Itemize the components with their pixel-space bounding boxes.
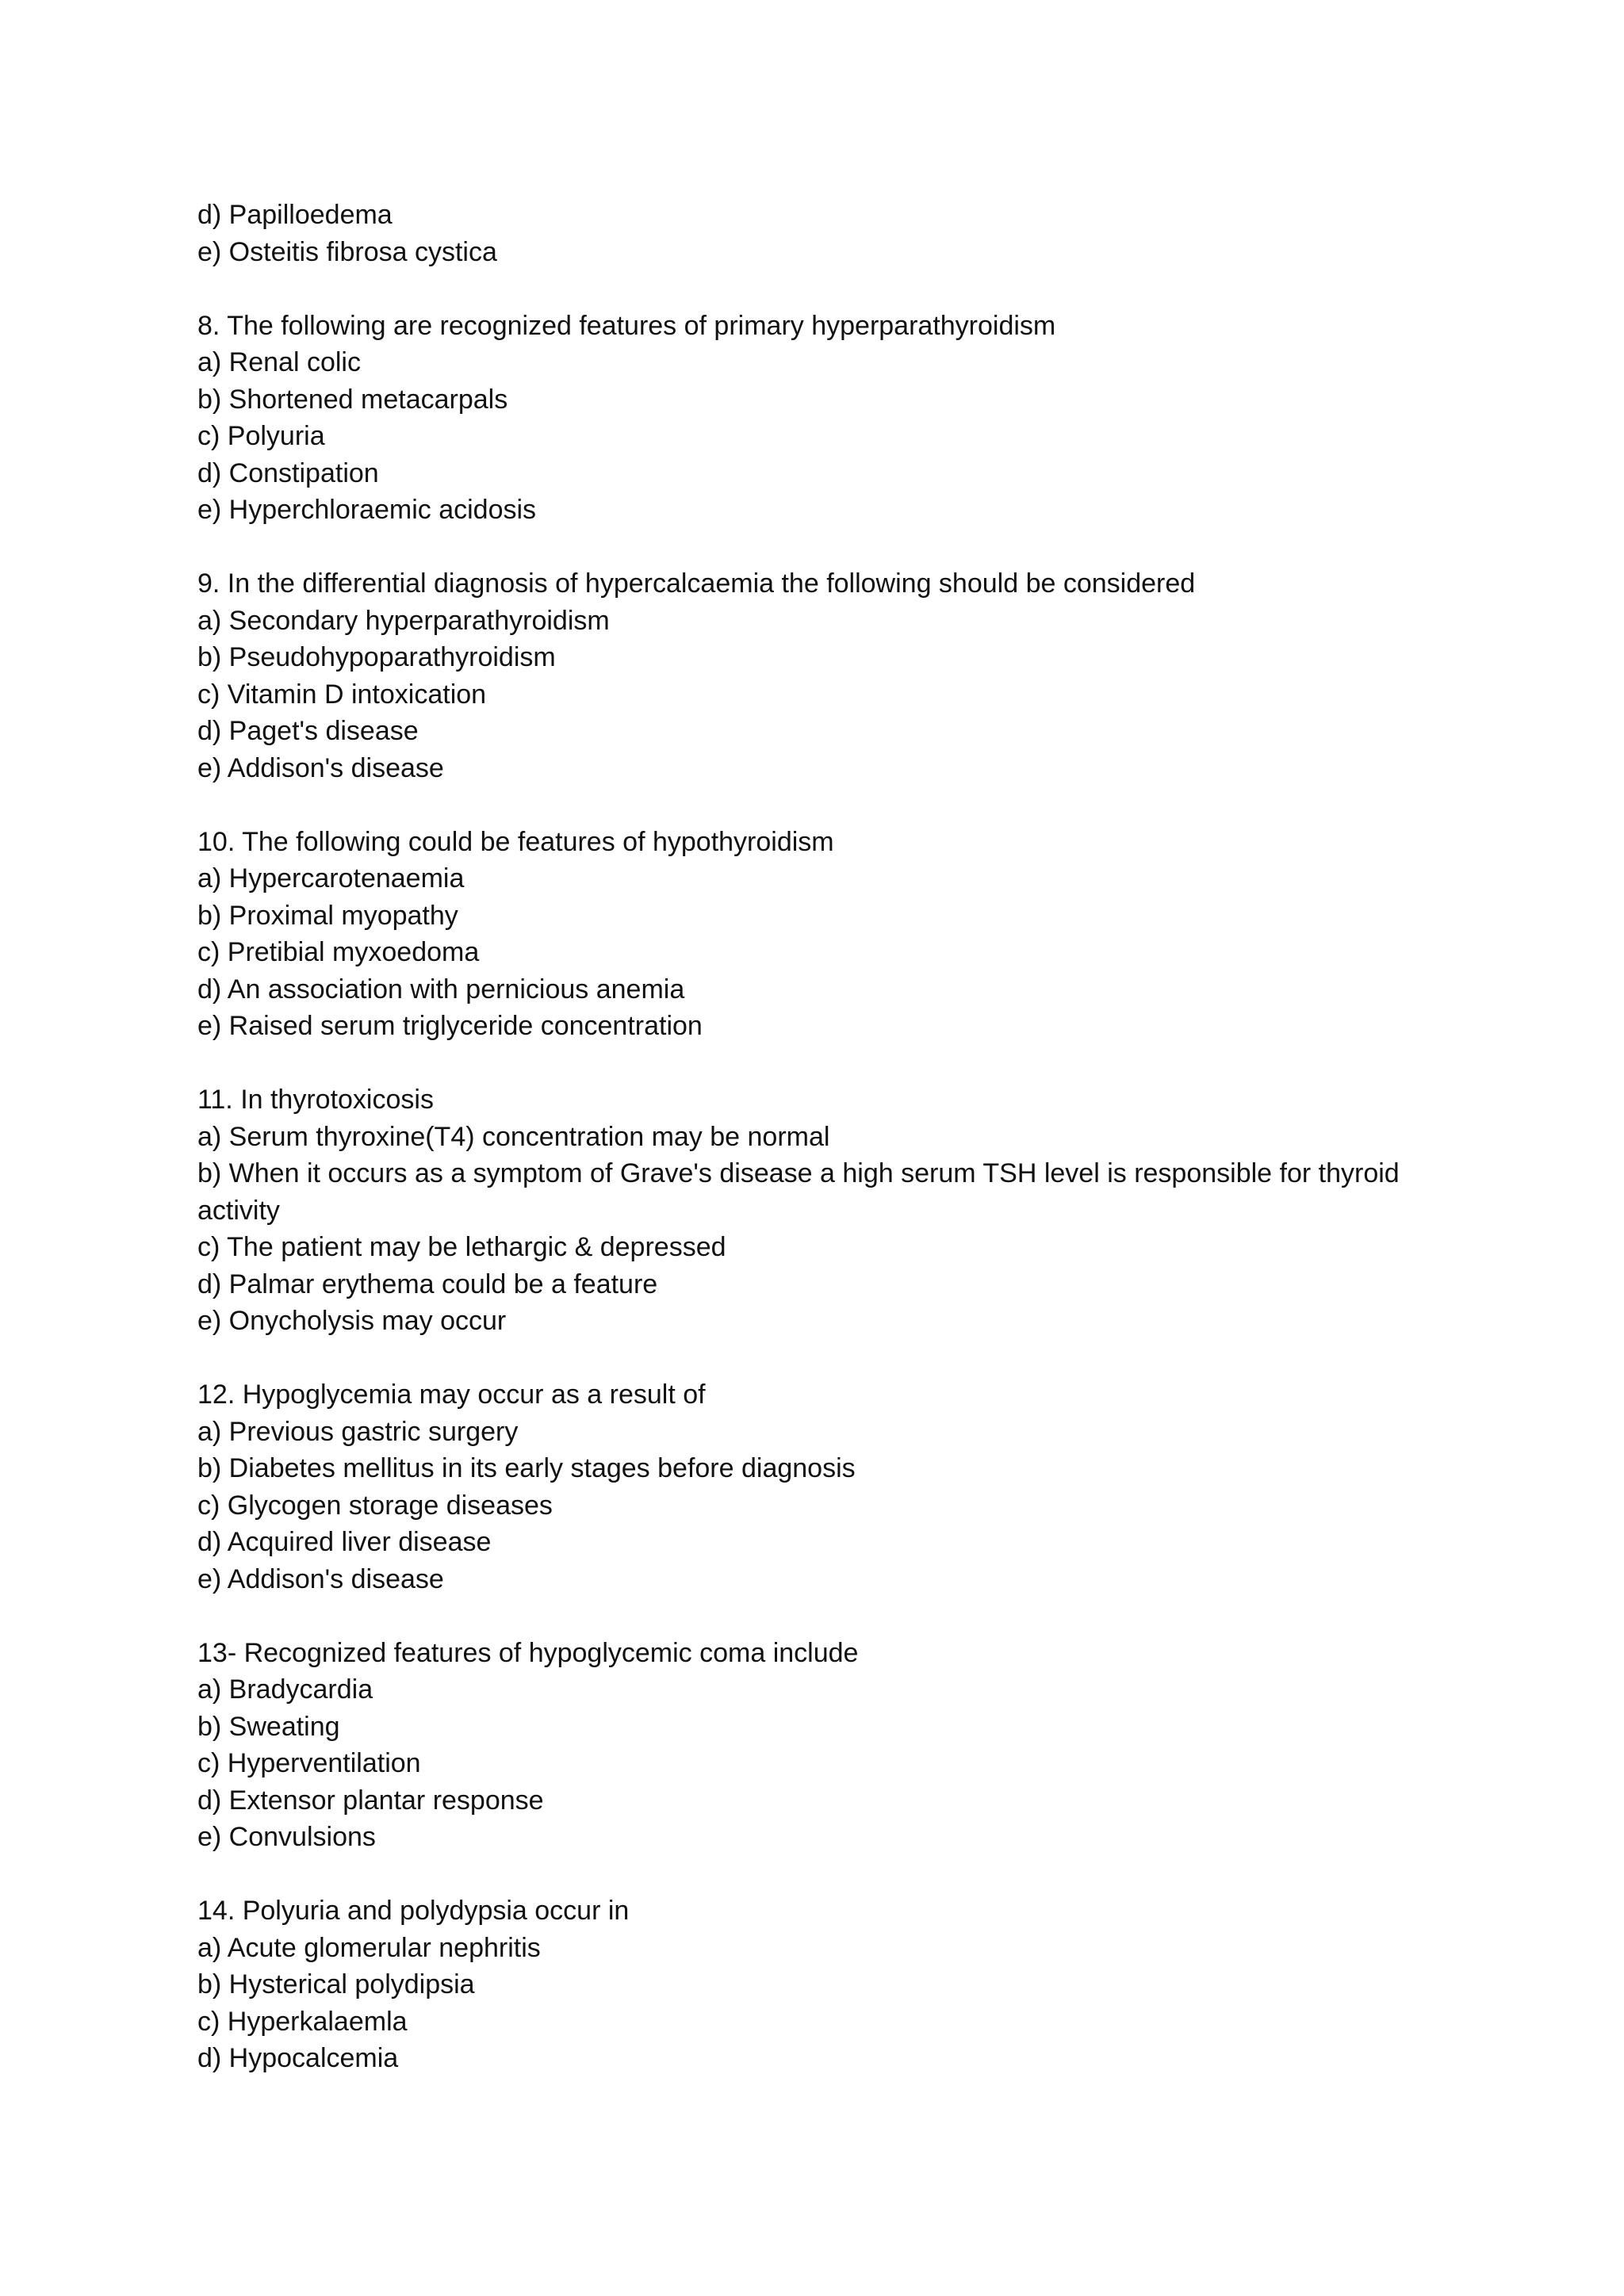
question-8 — [197, 308, 1466, 529]
question-13 — [197, 1635, 1466, 1856]
answer-option: e) Onycholysis may occur — [197, 1306, 507, 1336]
answer-option: c) The patient may be lethargic & depressed — [197, 1232, 726, 1262]
answer-option: a) Serum thyroxine(T4) concentration may be normal — [197, 1121, 830, 1152]
answer-option: c) Glycogen storage diseases — [197, 1490, 553, 1521]
answer-option: b) Sweating — [197, 1711, 340, 1742]
answer-option: c) Hyperventilation — [197, 1748, 421, 1778]
answer-option: b) When it occurs as a symptom of Grave's disease a high serum TSH level is responsible for thyroid activity — [197, 1158, 1400, 1226]
question-11 — [197, 1081, 1466, 1340]
question-14 — [197, 1892, 1466, 2077]
answer-option: e) Hyperchloraemic acidosis — [197, 495, 537, 525]
answer-option: c) Pretibial myxoedoma — [197, 937, 480, 967]
answer-option: d) Palmar erythema could be a feature — [197, 1269, 658, 1299]
question-12 — [197, 1376, 1466, 1598]
answer-option: b) Proximal myopathy — [197, 900, 458, 931]
answer-option: d) Hypocalcemia — [197, 2043, 399, 2073]
question-stem: 10. The following could be features of hypothyroidism — [197, 826, 834, 857]
answer-option: e) Addison's disease — [197, 1563, 444, 1594]
question-stem: 9. In the differential diagnosis of hypercalcaemia the following should be considered — [197, 568, 1196, 599]
question-9 — [197, 565, 1466, 786]
answer-option: b) Hysterical polydipsia — [197, 1969, 475, 1999]
question-fragment — [197, 197, 1466, 270]
answer-option: e) Osteitis fibrosa cystica — [197, 236, 497, 267]
answer-option: a) Hypercarotenaemia — [197, 863, 465, 894]
answer-option: d) Papilloedema — [197, 200, 393, 230]
answer-option: c) Vitamin D intoxication — [197, 679, 487, 710]
question-stem: 11. In thyrotoxicosis — [197, 1085, 434, 1115]
answer-option: a) Bradycardia — [197, 1674, 373, 1705]
answer-option: b) Pseudohypoparathyroidism — [197, 642, 556, 672]
question-10 — [197, 824, 1466, 1045]
question-stem: 12. Hypoglycemia may occur as a result of — [197, 1380, 706, 1410]
answer-option: c) Polyuria — [197, 421, 325, 451]
answer-option: e) Convulsions — [197, 1822, 376, 1852]
answer-option: b) Diabetes mellitus in its early stages before diagnosis — [197, 1453, 856, 1483]
question-stem: 13- Recognized features of hypoglycemic coma include — [197, 1637, 859, 1668]
answer-option: d) An association with pernicious anemia — [197, 974, 685, 1004]
answer-option: d) Paget's disease — [197, 716, 419, 746]
answer-option: a) Previous gastric surgery — [197, 1416, 519, 1447]
answer-option: d) Constipation — [197, 457, 379, 488]
answer-option: c) Hyperkalaemla — [197, 2006, 408, 2037]
answer-option: b) Shortened metacarpals — [197, 384, 508, 415]
document-content — [197, 197, 1466, 2114]
answer-option: e) Raised serum triglyceride concentration — [197, 1011, 703, 1041]
answer-option: e) Addison's disease — [197, 752, 444, 783]
answer-option: d) Extensor plantar response — [197, 1785, 544, 1816]
answer-option: a) Renal colic — [197, 347, 361, 377]
question-stem: 8. The following are recognized features of primary hyperparathyroidism — [197, 310, 1056, 341]
answer-option: d) Acquired liver disease — [197, 1527, 492, 1557]
answer-option: a) Acute glomerular nephritis — [197, 1932, 541, 1963]
question-stem: 14. Polyuria and polydypsia occur in — [197, 1896, 630, 1926]
answer-option: a) Secondary hyperparathyroidism — [197, 605, 610, 636]
